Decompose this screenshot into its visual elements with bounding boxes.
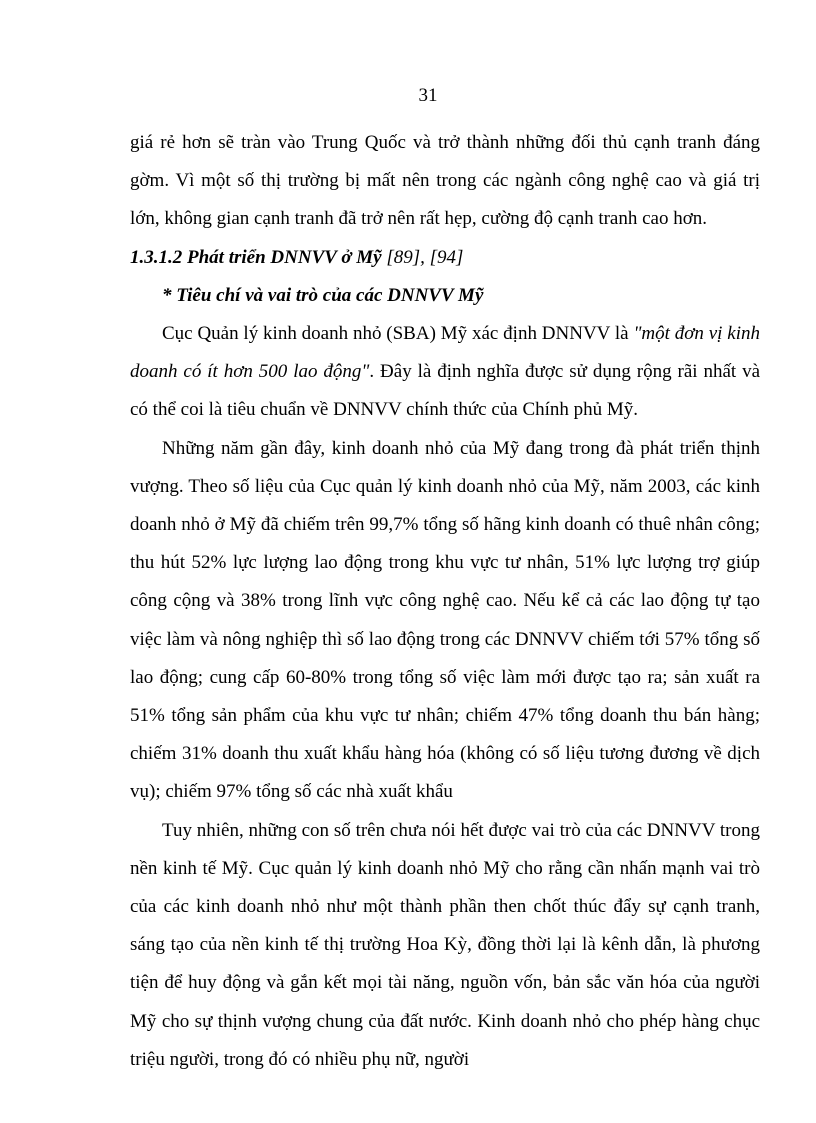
page-number: 31 [418,85,438,106]
subsection-heading: * Tiêu chí và vai trò của các DNNVV Mỹ [162,284,484,306]
paragraph-text: Cục Quản lý kinh doanh nhỏ (SBA) Mỹ xác định DNNVV là [162,323,634,345]
section-heading-references: [89], [94] [381,246,464,268]
paragraph-text: . Đây là định nghĩa được sử dụng rộng rãi nhất và có thể coi là tiêu chuẩn về DNNVV chính thức của Chính phủ Mỹ. [130,361,761,421]
section-heading-title: 1.3.1.2 Phát triển DNNVV ở Mỹ [130,246,382,268]
paragraph-continuation: giá rẻ hơn sẽ tràn vào Trung Quốc và trở thành những đối thủ cạnh tranh đáng gờm. Vì một số thị trường bị mất nên trong các ngành công nghệ cao và giá trị lớn, không gian cạnh tranh đã trở nên rất hẹp, cường độ cạnh tranh cao hơn. [130,132,760,230]
paragraph-statistics: Những năm gần đây, kinh doanh nhỏ của Mỹ đang trong đà phát triển thịnh vượng. Theo số liệu của Cục quản lý kinh doanh nhỏ của Mỹ, năm 2003, các kinh doanh nhỏ ở Mỹ đã chiếm trên 99,7% tổng số hãng kinh doanh có thuê nhân công; thu hút 52% lực lượng lao động trong khu vực tư nhân, 51% lực lượng trợ giúp công cộng và 38% trong lĩnh vực công nghệ cao. Nếu kể cả các lao động tự tạo việc làm và nông nghiệp thì số lao động trong các DNNVV chiếm tới 57% tổng số lao động; cung cấp 60-80% trong tổng số việc làm mới được tạo ra; sản xuất ra 51% tổng sản phẩm của khu vực tư nhân; chiếm 47% tổng doanh thu bán hàng; chiếm 31% doanh thu xuất khẩu hàng hóa (không có số liệu tương đương về dịch vụ); chiếm 97% tổng số các nhà xuất khẩu [130,437,760,803]
section-heading [130,239,760,277]
paragraph-role: Tuy nhiên, những con số trên chưa nói hết được vai trò của các DNNVV trong nền kinh tế Mỹ. Cục quản lý kinh doanh nhỏ Mỹ cho rằng cần nhấn mạnh vai trò của các kinh doanh nhỏ như một thành phần then chốt thúc đẩy sự cạnh tranh, sáng tạo của nền kinh tế thị trường Hoa Kỳ, đồng thời lại là kênh dẫn, là phương tiện để huy động và gắn kết mọi tài năng, nguồn vốn, bản sắc văn hóa của người Mỹ cho sự thịnh vượng chung của đất nước. Kinh doanh nhỏ cho phép hàng chục triệu người, trong đó có nhiều phụ nữ, người [130,819,760,1070]
definition-quote: "một đơn vị kinh doanh có ít hơn 500 lao động" [130,323,760,383]
document-body [130,124,760,1079]
paragraph-sba-definition [130,315,760,430]
